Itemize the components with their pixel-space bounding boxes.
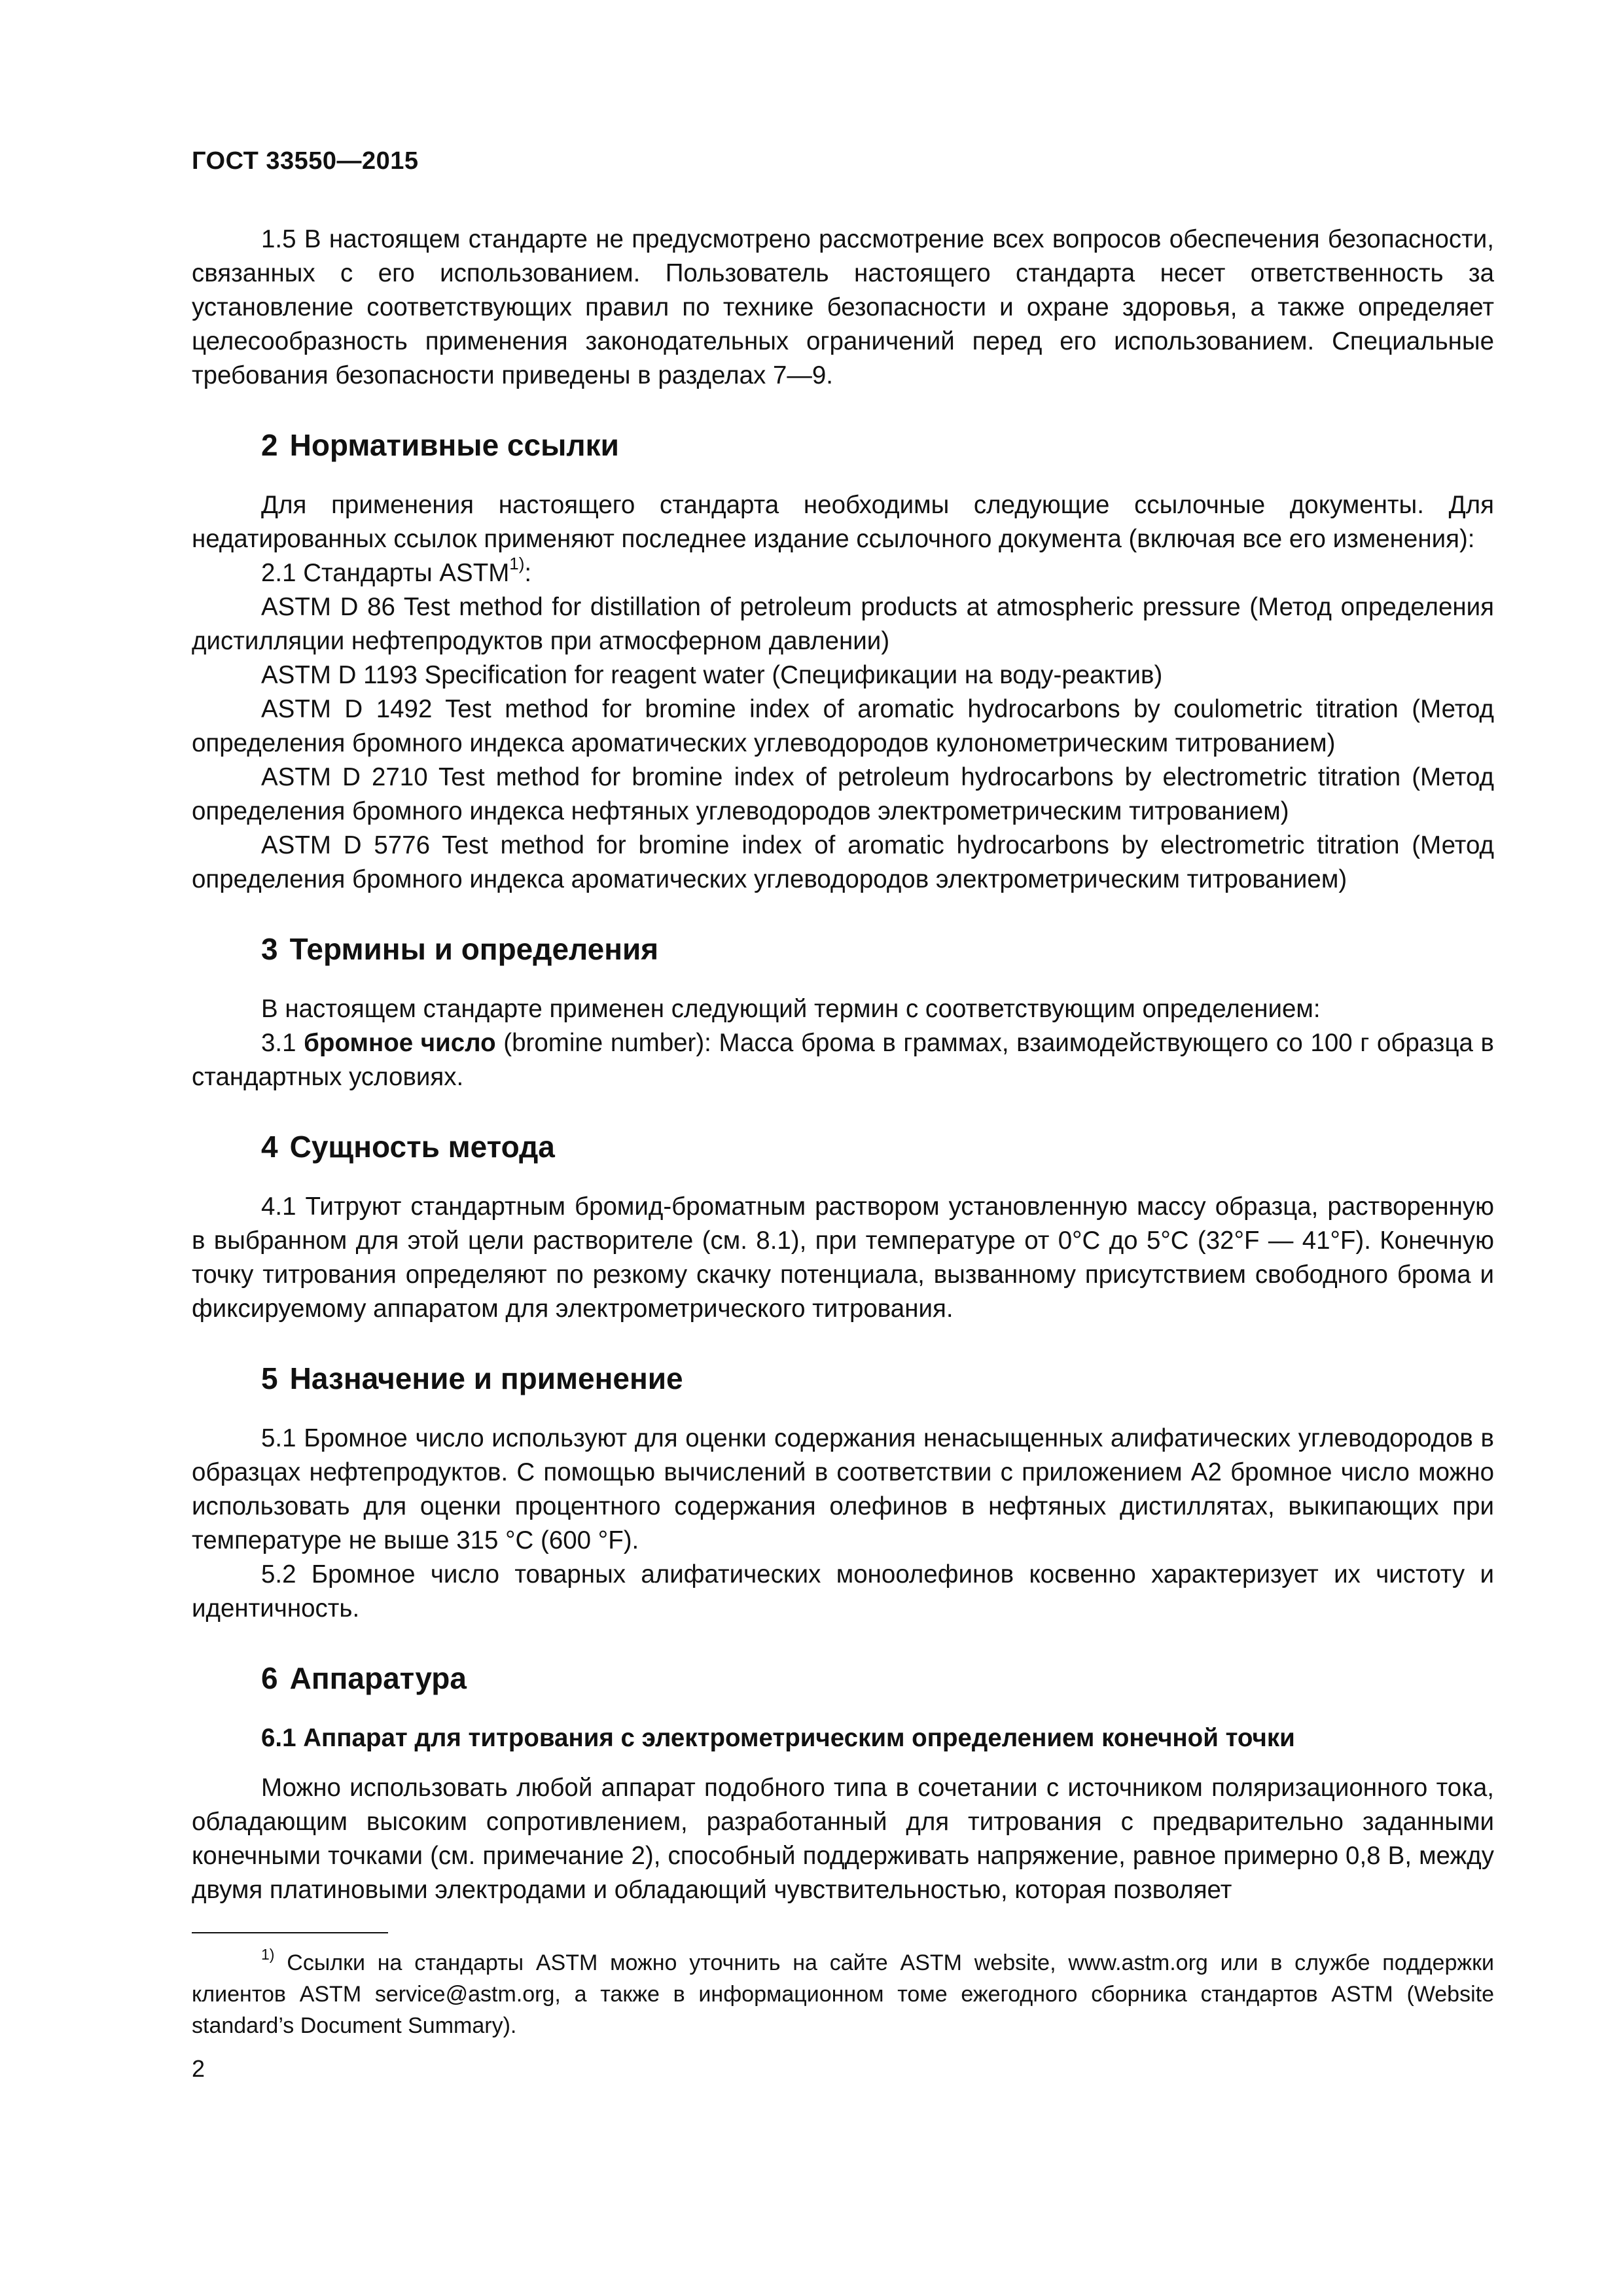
footnote-divider — [192, 1932, 388, 1933]
reference-item: ASTM D 1193 Specification for reagent water (Спецификации на воду-реактив) — [261, 661, 1163, 689]
section-number: 3 — [261, 932, 278, 966]
section-number: 4 — [261, 1130, 278, 1164]
section-2-intro: Для применения настоящего стандарта необходимы следующие ссылочные документы. Для недатированных ссылок применяют последнее издание ссылочного документа (включая все его изменения): — [192, 491, 1494, 553]
section-title: Сущность метода — [289, 1130, 555, 1164]
section-title: Нормативные ссылки — [289, 428, 619, 462]
document-header: ГОСТ 33550—2015 — [192, 147, 419, 175]
paragraph-6-1: Можно использовать любой аппарат подобного типа в сочетании с источником поляризационного тока, обладающим высоким сопротивлением, разработанный для титрования с предварительно заданными конечными точками (см. примечание 2), способный поддерживать напряжение, равное примерно 0,8 В, между двумя платиновыми электродами и обладающий чувствительностью, которая позволяет — [192, 1774, 1494, 1904]
definition-text: (bromine number): Масса брома в граммах, взаимодействующего со 100 г образца в стандартных условиях. — [192, 1029, 1494, 1091]
footnote-text: Ссылки на стандарты ASTM можно уточнить на сайте ASTM website, www.astm.org или в службе поддержки клиентов ASTM service@astm.org, а также в информационном томе ежегодного сборника стандартов ASTM (Website standard’s Document Summary). — [192, 1950, 1494, 2038]
paragraph-1-5: 1.5 В настоящем стандарте не предусмотрено рассмотрение всех вопросов обеспечения безопасности, связанных с его использованием. Пользователь настоящего стандарта несет ответственность за установление соответствующих правил по технике безопасности и охране здоровья, а также определяет целесообразность применения законодательных ограничений перед его использованием. Специальные требования безопасности приведены в разделах 7—9. — [192, 225, 1494, 389]
subsection-label: 2.1 Стандарты ASTM — [261, 559, 510, 587]
section-title: Назначение и применение — [289, 1361, 683, 1395]
section-number: 5 — [261, 1361, 278, 1395]
reference-item: ASTM D 86 Test method for distillation of petroleum products at atmospheric pressure (Метод определения дистилляции нефтепродуктов при атмосферном давлении) — [192, 593, 1494, 655]
paragraph-5-1: 5.1 Бромное число используют для оценки содержания ненасыщенных алифатических углеводородов в образцах нефтепродуктов. С помощью вычислений в соответствии с приложением А2 бромное число можно использовать для оценки процентного содержания олефинов в нефтяных дистиллятах, выкипающих при температуре не выше 315 °С (600 °F). — [192, 1424, 1494, 1554]
section-title: Аппаратура — [289, 1661, 467, 1695]
definition-number: 3.1 — [261, 1029, 296, 1057]
document-body — [192, 223, 1494, 1907]
footnote-mark: 1) — [261, 1945, 275, 1963]
section-3-intro: В настоящем стандарте применен следующий термин с соответствующим определением: — [261, 995, 1321, 1023]
section-number: 2 — [261, 428, 278, 462]
page-number: 2 — [192, 2055, 205, 2082]
section-title: Термины и определения — [289, 932, 659, 966]
subsection-6-1-heading: 6.1 Аппарат для титрования с электрометрическим определением конечной точки — [261, 1724, 1295, 1752]
paragraph-5-2: 5.2 Бромное число товарных алифатических моноолефинов косвенно характеризует их чистоту и идентичность. — [192, 1560, 1494, 1623]
subsection-2-1 — [192, 556, 1494, 590]
section-2-heading — [261, 427, 1494, 463]
footnote-ref: 1) — [509, 554, 525, 574]
footnote — [192, 1947, 1494, 2041]
section-6-heading — [261, 1660, 1494, 1696]
reference-item: ASTM D 1492 Test method for bromine index of aromatic hydrocarbons by coulometric titration (Метод определения бромного индекса ароматических углеводородов кулонометрическим титрованием) — [192, 695, 1494, 757]
paragraph-4-1: 4.1 Титруют стандартным бромид-броматным раствором установленную массу образца, растворенную в выбранном для этой цели растворителе (см. 8.1), при температуре от 0°С до 5°С (32°F — 41°F). Конечную точку титрования определяют по резкому скачку потенциала, вызванному присутствием свободного брома и фиксируемому аппаратом для электрометрического титрования. — [192, 1193, 1494, 1323]
section-number: 6 — [261, 1661, 278, 1695]
definition-3-1 — [192, 1026, 1494, 1094]
section-3-heading — [261, 931, 1494, 967]
section-5-heading — [261, 1360, 1494, 1397]
section-4-heading — [261, 1128, 1494, 1165]
definition-term: бромное число — [304, 1029, 496, 1057]
reference-item: ASTM D 2710 Test method for bromine index of petroleum hydrocarbons by electrometric titration (Метод определения бромного индекса нефтяных углеводородов электрометрическим титрованием) — [192, 763, 1494, 825]
document-page — [192, 0, 1494, 2296]
subsection-punct: : — [524, 559, 532, 587]
reference-item: ASTM D 5776 Test method for bromine index of aromatic hydrocarbons by electrometric titration (Метод определения бромного индекса ароматических углеводородов электрометрическим титрованием) — [192, 831, 1494, 893]
